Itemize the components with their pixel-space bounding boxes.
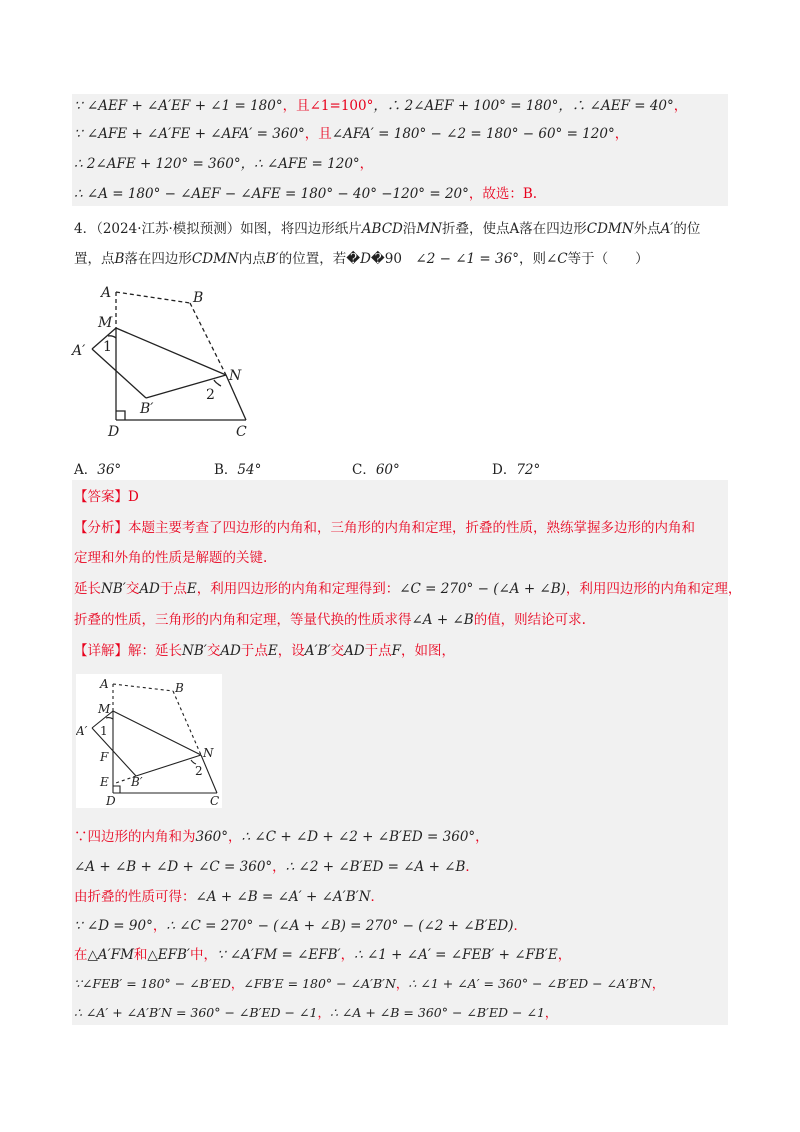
analysis-line-4: 折叠的性质，三角形的内角和定理，等量代换的性质求得∠A + ∠B的值，则结论可求. <box>74 612 586 628</box>
fig2-label-2: 2 <box>195 764 203 778</box>
fig1-arc-1 <box>108 336 116 338</box>
geometry-figure-2 <box>76 674 222 808</box>
fig2-label-N: N <box>203 746 214 760</box>
solution-line-4: ∴ ∠A = 180° − ∠AEF − ∠AFE = 180° − 40° −120° = 20°，故选：B. <box>74 186 538 202</box>
geometry-figure-1 <box>64 280 264 440</box>
analysis-line-1: 【分析】本题主要考查了四边形的内角和，三角形的内角和定理，折叠的性质，熟练掌握多边形的内角和 <box>74 520 695 536</box>
step-line-3: 由折叠的性质可得：∠A + ∠B = ∠A′ + ∠A′B′N． <box>74 889 385 905</box>
fig1-label-M: M <box>98 315 113 331</box>
fig2-label-D: D <box>106 794 116 808</box>
detail-line: 【详解】解：延长NB′交AD于点E，设A′B′交AD于点F，如图， <box>74 643 456 659</box>
step-line-7: ∴ ∠A′ + ∠A′B′N = 360° − ∠B′ED − ∠1，∴ ∠A + ∠B = 360° − ∠B′ED − ∠1， <box>74 1005 558 1020</box>
fig2-label-Aprime: A′ <box>76 724 88 738</box>
fig1-label-Aprime: A′ <box>72 343 86 359</box>
step-line-6: ∵∠FEB′ = 180° − ∠B′ED，∠FB′E = 180° − ∠A′B′N，∴ ∠1 + ∠A′ = 360° − ∠B′ED − ∠A′B′N， <box>74 976 665 991</box>
solution-line-2: ∵ ∠AFE + ∠A′FE + ∠AFA′ = 360°，且∠AFA′ = 180° − ∠2 = 180° − 60° = 120°， <box>74 126 629 142</box>
fig2-label-1: 1 <box>100 724 108 738</box>
fig1-label-B: B <box>193 290 204 306</box>
option-a[interactable]: A．36° <box>74 462 122 478</box>
fig1-label-2: 2 <box>206 387 215 403</box>
analysis-line-3: 延长NB′交AD于点E，利用四边形的内角和定理得到：∠C = 270° − (∠A + ∠B)，利用四边形的内角和定理， <box>74 581 742 597</box>
fig1-label-A: A <box>101 285 112 301</box>
fig2-label-E: E <box>100 775 109 789</box>
fig1-edge-MN <box>116 328 226 375</box>
solution-line-3: ∴ 2∠AFE + 120° = 360°，∴ ∠AFE = 120°， <box>74 156 374 172</box>
fig2-label-F: F <box>100 750 109 764</box>
fig1-right-angle <box>116 411 125 420</box>
step-line-5: 在△A′FM和△EFB′中，∵ ∠A′FM = ∠EFB′，∴ ∠1 + ∠A′ = ∠FEB′ + ∠FB′E， <box>74 947 572 963</box>
fig1-label-N: N <box>229 368 242 384</box>
fig1-edge-A'B' <box>92 349 146 398</box>
fig2-label-C: C <box>210 794 220 808</box>
option-d[interactable]: D．72° <box>492 462 541 478</box>
step-line-1: ∵四边形的内角和为360°，∴ ∠C + ∠D + ∠2 + ∠B′ED = 360°， <box>74 829 489 845</box>
fig2-label-M: M <box>98 702 111 716</box>
fig2-label-A: A <box>100 677 109 691</box>
step-line-2: ∠A + ∠B + ∠D + ∠C = 360°，∴ ∠2 + ∠B′ED = ∠A + ∠B． <box>74 859 479 875</box>
option-b[interactable]: B．54° <box>214 462 262 478</box>
fig1-label-C: C <box>236 424 247 440</box>
fig1-label-1: 1 <box>103 339 112 355</box>
question-line-1: 4．（2024·江苏·模拟预测）如图，将四边形纸片ABCD沿MN折叠，使点A落在四边形CDMN外点A′的位 <box>74 221 701 237</box>
question-line-2: 置，点B落在四边形CDMN内点B′的位置，若�D�90 ∠2 − ∠1 = 36°，则∠C等于（ ） <box>74 251 649 267</box>
fig1-label-D: D <box>108 424 120 440</box>
step-line-4: ∵ ∠D = 90°，∴ ∠C = 270° − (∠A + ∠B) = 270° − (∠2 + ∠B′ED)． <box>74 918 528 934</box>
solution-line-1: ∵ ∠AEF + ∠A′EF + ∠1 = 180°，且∠1=100°，∴ 2∠AEF + 100° = 180°，∴ ∠AEF = 40°， <box>74 98 688 114</box>
fig1-dash-AB <box>116 292 190 303</box>
option-c[interactable]: C．60° <box>352 462 400 478</box>
answer-line: 【答案】D <box>74 489 139 505</box>
fig1-label-Bprime: B′ <box>140 401 154 417</box>
fig1-arc-2 <box>214 380 221 386</box>
fig1-dash-BN <box>190 303 226 375</box>
fig2-label-B: B <box>175 681 184 695</box>
analysis-line-2: 定理和外角的性质是解题的关键. <box>74 550 268 566</box>
fig2-label-Bprime: B′ <box>131 775 143 789</box>
